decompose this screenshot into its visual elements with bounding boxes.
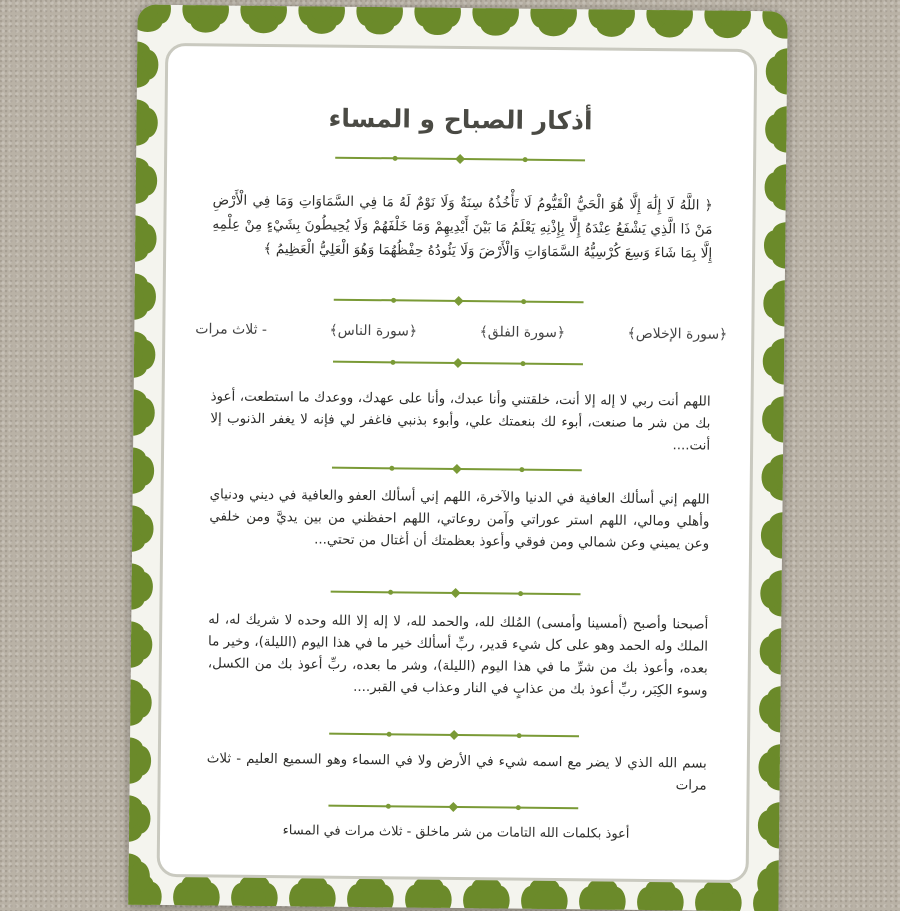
sura-ikhlas: ﴿سورة الإخلاص﴾ [627,326,727,343]
sura-falaq: ﴿سورة الفلق﴾ [480,324,566,341]
adhkar-card [128,5,787,911]
sura-nas: ﴿سورة الناس﴾ [329,323,417,340]
text-panel [157,43,758,883]
dua-afiya: اللهم إني أسألك العافية في الدنيا والآخرة، اللهم إني أسألك العفو والعافية في ديني ودنياي وأهلي ومالي، اللهم استر عوراتي وآمن روعاتي، اللهم احفظني من بين يديَّ ومن خلفي وعن يميني وعن شمالي ومن فوقي وأعوذ بعظمتك أن أغتال من تحتي... [209,484,710,555]
ornament-divider [160,798,746,816]
dua-sayyid-al-istighfar: اللهم أنت ربي لا إله إلا أنت، خلقتني وأنا عبدك، وأنا على عهدك، ووعدك ما استطعت، أعوذ بك من شر ما صنعت، أبوء لك بنعمتك علي، وأبوء بذنبي فاغفر لي فإنه لا يغفر الذنوب إلا أنت.... [210,386,711,457]
repeat-three-times: - ثلاث مرات [195,321,267,338]
ornament-divider [161,726,747,744]
suras-row [195,321,727,343]
ayat-al-kursi: ﴿ اللَّهُ لَا إِلَٰهَ إِلَّا هُوَ الْحَيُّ الْقَيُّومُ لَا تَأْخُذُهُ سِنَةٌ وَلَا نَوْمٌ لَهُ مَا فِي السَّمَاوَاتِ وَمَا فِي الْأَرْضِ مَنْ ذَا الَّذِي يَشْفَعُ عِنْدَهُ إِلَّا بِإِذْنِهِ يَعْلَمُ مَا بَيْنَ أَيْدِيهِمْ وَمَا خَلْفَهُمْ وَلَا يُحِيطُونَ بِشَيْءٍ مِنْ عِلْمِهِ إِلَّا بِمَا شَاءَ وَسِعَ كُرْسِيُّهُ السَّمَاوَاتِ وَالْأَرْضَ وَلَا يَئُودُهُ حِفْظُهُمَا وَهُوَ الْعَلِيُّ الْعَظِيمُ ﴾ [212,188,713,265]
ornament-divider [163,584,749,602]
ornament-divider [166,292,752,310]
dua-bismillah: بسم الله الذي لا يضر مع اسمه شيء في الأرض ولا في السماء وهو السميع العليم - ثلاث مرات [206,748,706,797]
ornament-divider [164,460,750,478]
dua-audhu-bikalimat: أعوذ بكلمات الله التامات من شر ماخلق - ثلاث مرات في المساء [206,819,706,846]
ornament-divider [165,354,751,372]
ornament-divider [167,150,753,168]
card-title: أذكار الصباح و المساء [167,102,753,137]
dua-asbahna: أصبحنا وأصبح (أمسينا وأمسى) المُلك لله، والحمد لله، لا إله إلا الله وحده لا شريك له، له الملك وله الحمد وهو على كل شيء قدير، ربِّ أسألك خير ما في هذا اليوم (الليلة)، وخير ما بعده، وأعوذ بك من شرِّ ما في هذا اليوم (الليلة)، وشر ما بعده، ربِّ أعوذ بك من الكسل، وسوء الكِبَر، ربِّ أعوذ بك من عذابٍ في النار وعذاب في القبر.... [207,609,708,702]
